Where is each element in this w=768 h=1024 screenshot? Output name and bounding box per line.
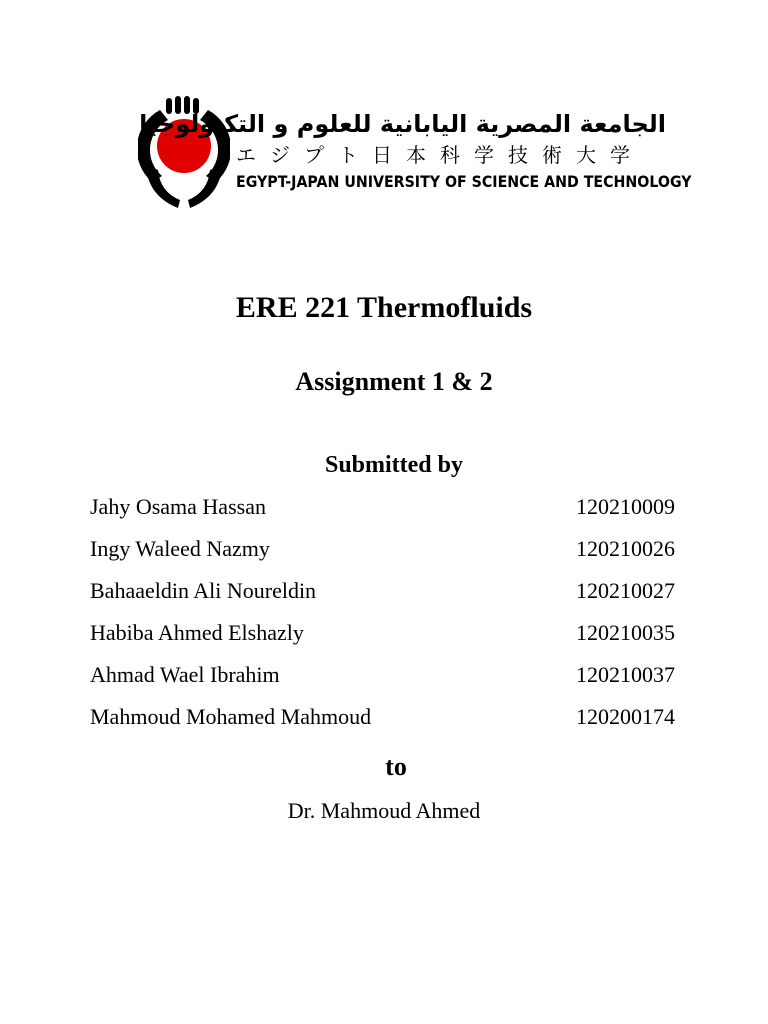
submitted-by-label: Submitted by (324, 452, 464, 478)
member-id: 120210009 (576, 494, 675, 519)
member-row (90, 492, 675, 534)
member-name: Ahmad Wael Ibrahim (90, 662, 280, 687)
to-label: to (385, 752, 407, 781)
member-name: Jahy Osama Hassan (90, 494, 266, 519)
member-name: Mahmoud Mohamed Mahmoud (90, 704, 372, 729)
member-row (90, 702, 675, 744)
member-id: 120210035 (576, 620, 675, 645)
member-name: Bahaaeldin Ali Noureldin (90, 578, 317, 603)
member-row (90, 618, 675, 660)
member-id: 120210027 (576, 578, 675, 603)
logo-text (139, 110, 692, 192)
logo-english-name: EGYPT-JAPAN UNIVERSITY OF SCIENCE AND TECHNOLOGY (236, 173, 692, 192)
member-id: 120200174 (576, 704, 675, 729)
members-list (90, 492, 675, 744)
member-row (90, 660, 675, 702)
member-name: Habiba Ahmed Elshazly (90, 620, 304, 645)
recipient-name: Dr. Mahmoud Ahmed (287, 798, 481, 823)
document-subtitle: Assignment 1 & 2 (295, 367, 493, 396)
logo-arabic-name: الجامعة المصرية اليابانية للعلوم و التكنولوجيا (139, 110, 666, 138)
member-name: Ingy Waleed Nazmy (90, 536, 270, 561)
logo-japanese-name: エジプト日本科学技術大学 (236, 143, 644, 167)
document-title: ERE 221 Thermofluids (235, 291, 533, 324)
member-row (90, 576, 675, 618)
member-id: 120210026 (576, 536, 675, 561)
member-id: 120210037 (576, 662, 675, 687)
member-row (90, 534, 675, 576)
university-logo (138, 96, 692, 212)
